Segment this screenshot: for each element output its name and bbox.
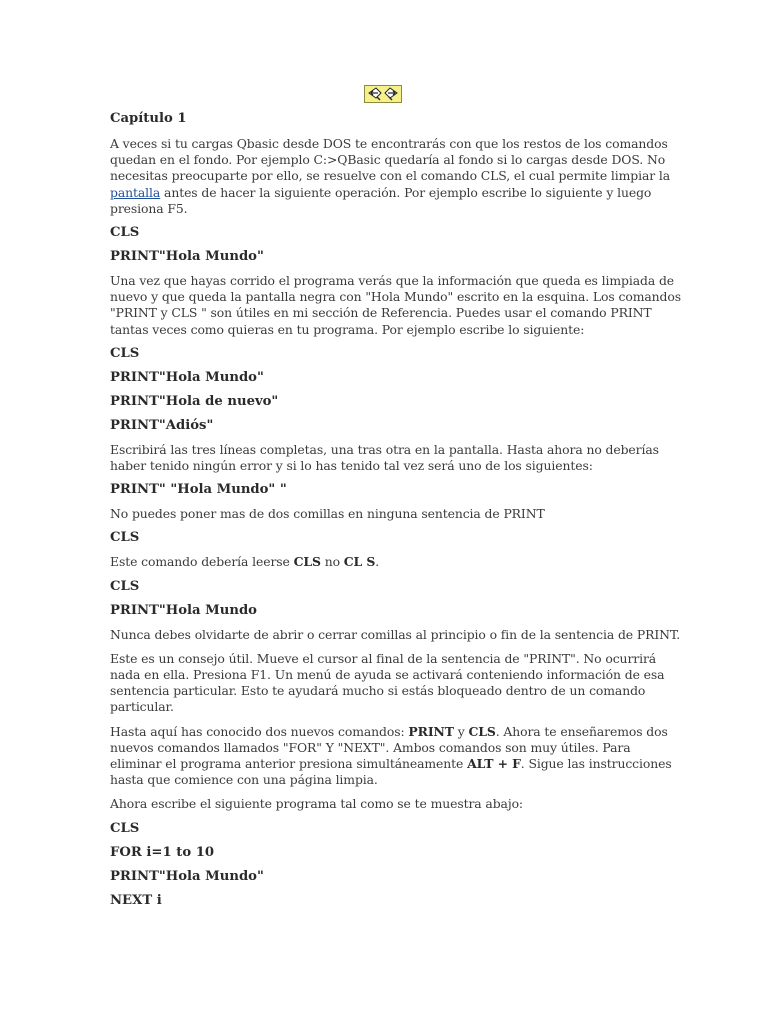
paragraph-errors-intro: [110, 441, 659, 474]
code-line: PRINT" "Hola Mundo" ": [110, 482, 287, 498]
chapter-title: Capítulo 1: [110, 111, 187, 126]
document-body: [110, 111, 681, 909]
text-run-bold: ALT + F: [467, 756, 521, 772]
paragraph-line: [110, 756, 672, 772]
text-run-bold: PRINT: [408, 723, 454, 739]
paragraph-new-commands: [110, 723, 672, 789]
code-line: PRINT"Hola Mundo: [110, 602, 257, 618]
paragraph-line: presiona F5.: [110, 200, 188, 216]
text-run: no: [320, 554, 344, 570]
text-run: y: [453, 723, 469, 739]
code-line: PRINT"Adiós": [110, 417, 214, 433]
text-run-bold: CLS: [468, 723, 496, 739]
prev-page-button[interactable]: [367, 86, 383, 102]
paragraph-line: Este es un consejo útil. Mueve el cursor al final de la sentencia de "PRINT". No ocurrirá: [110, 650, 657, 666]
paragraph-text: antes de hacer la siguiente operación. Por ejemplo escribe lo siguiente y luego: [160, 184, 652, 200]
paragraph-line: Una vez que hayas corrido el programa verás que la información que queda es limpiada de: [110, 273, 675, 289]
paragraph-line: sentencia particular. Esto te ayudará mucho si estás bloqueado dentro de un comando: [110, 683, 646, 699]
pencil-arrow-left-icon: [367, 86, 383, 102]
paragraph-line: nada en ella. Presiona F1. Un menú de ayuda se activará conteniendo información de esa: [110, 667, 665, 683]
error-description: [110, 554, 640, 570]
code-line: CLS: [110, 225, 140, 241]
paragraph-line: A veces si tu cargas Qbasic desde DOS te encontrarás con que los restos de los comandos: [110, 136, 668, 151]
text-run: Este comando debería leerse: [110, 554, 294, 570]
code-line: CLS: [110, 530, 140, 546]
pantalla-link[interactable]: pantalla: [110, 184, 161, 200]
text-run: Hasta aquí has conocido dos nuevos comandos:: [110, 723, 409, 739]
paragraph-line: hasta que comience con una página limpia.: [110, 772, 378, 788]
error-description: Nunca debes olvidarte de abrir o cerrar comillas al principio o fin de la sentencia de PRINT.: [110, 626, 681, 642]
paragraph-line: quedan en el fondo. Por ejemplo C:>QBasic quedaría al fondo si lo cargas desde DOS. No: [110, 152, 666, 168]
text-run: .: [375, 554, 380, 570]
code-line: PRINT"Hola Mundo": [110, 249, 264, 265]
paragraph-line: haber tenido ningún error y si lo has tenido tal vez será uno de los siguientes:: [110, 458, 593, 474]
code-line: FOR i=1 to 10: [110, 844, 215, 860]
paragraph-line: tantas veces como quieras en tu programa. Por ejemplo escribe lo siguiente:: [110, 321, 585, 337]
text-run-bold: CLS: [293, 554, 321, 570]
paragraph-intro: [110, 136, 671, 217]
paragraph-line: particular.: [110, 699, 174, 715]
next-page-button[interactable]: [383, 86, 399, 102]
error-description: No puedes poner mas de dos comillas en ninguna sentencia de PRINT: [110, 506, 545, 522]
code-line: CLS: [110, 345, 140, 361]
paragraph-line: nuevos comandos llamados "FOR" Y "NEXT". Ambos comandos son muy útiles. Para: [110, 739, 631, 755]
code-line: CLS: [110, 578, 140, 594]
page-nav-toolbar: [364, 85, 402, 103]
text-run-bold: CL S: [343, 554, 376, 570]
paragraph-explanation: [110, 273, 681, 338]
paragraph-tip: [110, 650, 665, 716]
pencil-arrow-right-icon: [383, 86, 399, 102]
text-run: eliminar el programa anterior presiona simultáneamente: [110, 756, 468, 772]
paragraph-line: necesitas preocuparte por ello, se resuelve con el comando CLS, el cual permite limpiar la: [110, 168, 671, 184]
paragraph-line: nuevo y que queda la pantalla negra con "Hola Mundo" escrito en la esquina. Los comandos: [110, 289, 681, 305]
code-line: PRINT"Hola Mundo": [110, 369, 264, 385]
code-line: CLS: [110, 820, 140, 836]
code-line: PRINT"Hola de nuevo": [110, 393, 279, 409]
paragraph-line: "PRINT y CLS " son útiles en mi sección de Referencia. Puedes usar el comando PRINT: [110, 305, 652, 321]
paragraph-line: [110, 723, 668, 740]
code-line: NEXT i: [110, 892, 162, 908]
text-run: . Ahora te enseñaremos dos: [495, 723, 668, 739]
code-line: PRINT"Hola Mundo": [110, 868, 264, 884]
paragraph-line: Escribirá las tres líneas completas, una tras otra en la pantalla. Hasta ahora no deberías: [110, 441, 659, 457]
paragraph-line: Ahora escribe el siguiente programa tal como se te muestra abajo:: [110, 796, 524, 812]
text-run: . Sigue las instrucciones: [520, 756, 672, 772]
paragraph-line: [110, 184, 652, 201]
